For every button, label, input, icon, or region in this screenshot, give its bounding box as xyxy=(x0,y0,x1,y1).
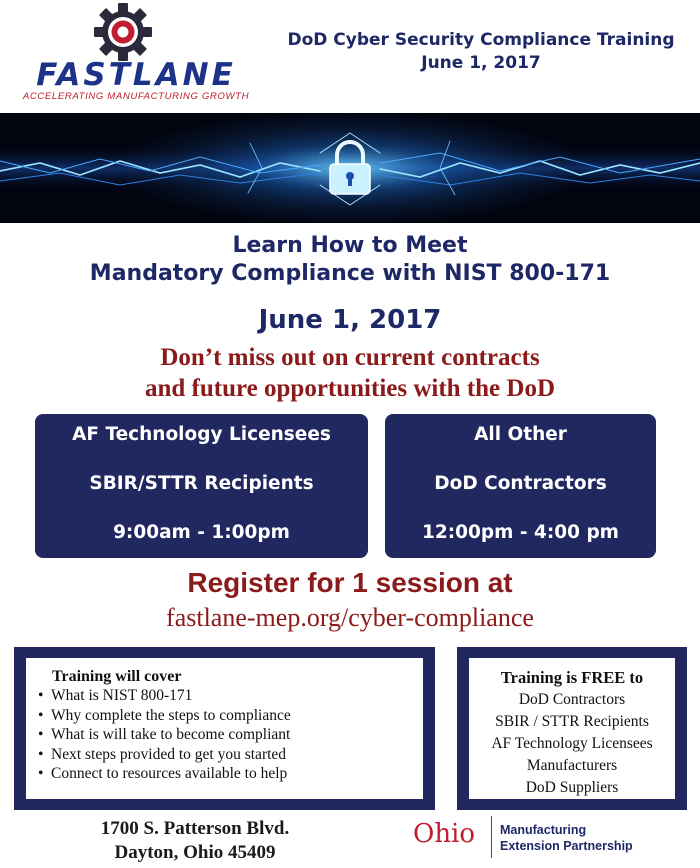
session-audience-2: SBIR/STTR Recipients xyxy=(89,473,314,494)
ohio-logo-divider xyxy=(491,816,492,858)
list-item: • What is NIST 800-171 xyxy=(38,686,291,706)
training-free-list xyxy=(469,689,675,799)
tagline-line-2: and future opportunities with the DoD xyxy=(145,375,555,402)
event-date: June 1, 2017 xyxy=(258,305,442,335)
list-item: • Next steps provided to get you started xyxy=(38,745,291,765)
training-cover-panel xyxy=(26,658,423,799)
session-time: 12:00pm - 4:00 pm xyxy=(422,522,619,543)
cyber-banner-image xyxy=(0,113,700,223)
register-title: Register for 1 session at xyxy=(187,567,513,598)
training-cover-list xyxy=(38,686,291,784)
ohio-logo-wordmark: Ohio xyxy=(413,819,476,849)
session-audience-1: AF Technology Licensees xyxy=(72,424,331,445)
list-item: • Why complete the steps to compliance xyxy=(38,706,291,726)
training-free-panel xyxy=(469,658,675,799)
address-city: Dayton, Ohio 45409 xyxy=(114,842,276,863)
session-box-afternoon xyxy=(385,414,656,558)
session-time: 9:00am - 1:00pm xyxy=(113,522,290,543)
headline-line-1: Learn How to Meet xyxy=(232,233,468,258)
header-date: June 1, 2017 xyxy=(421,53,541,73)
address-street: 1700 S. Patterson Blvd. xyxy=(100,818,290,839)
list-item: DoD Suppliers xyxy=(525,779,619,796)
mep-logo-line-2: Extension Partnership xyxy=(500,839,633,853)
training-cover-title: Training will cover xyxy=(52,668,182,685)
list-item: Manufacturers xyxy=(526,757,618,774)
gear-logo-icon xyxy=(92,2,154,62)
training-free-title: Training is FREE to xyxy=(500,668,644,687)
list-item: SBIR / STTR Recipients xyxy=(495,713,649,730)
logo-wordmark: FASTLANE xyxy=(36,57,236,93)
tagline-line-1: Don’t miss out on current contracts xyxy=(160,344,540,371)
header-title: DoD Cyber Security Compliance Training xyxy=(287,30,675,50)
session-audience-2: DoD Contractors xyxy=(434,473,607,494)
list-item: AF Technology Licensees xyxy=(491,735,653,752)
list-item: • What is will take to become compliant xyxy=(38,725,291,745)
mep-logo-line-1: Manufacturing xyxy=(500,823,587,837)
register-url-link[interactable]: fastlane-mep.org/cyber-compliance xyxy=(166,603,534,632)
session-audience-1: All Other xyxy=(474,424,567,445)
training-cover-box xyxy=(14,647,435,810)
list-item: DoD Contractors xyxy=(518,691,626,708)
headline-line-2: Mandatory Compliance with NIST 800-171 xyxy=(89,261,611,286)
session-box-morning xyxy=(35,414,368,558)
training-free-box xyxy=(457,647,687,810)
logo-tagline: ACCELERATING MANUFACTURING GROWTH xyxy=(22,91,250,102)
list-item: • Connect to resources available to help xyxy=(38,764,291,784)
